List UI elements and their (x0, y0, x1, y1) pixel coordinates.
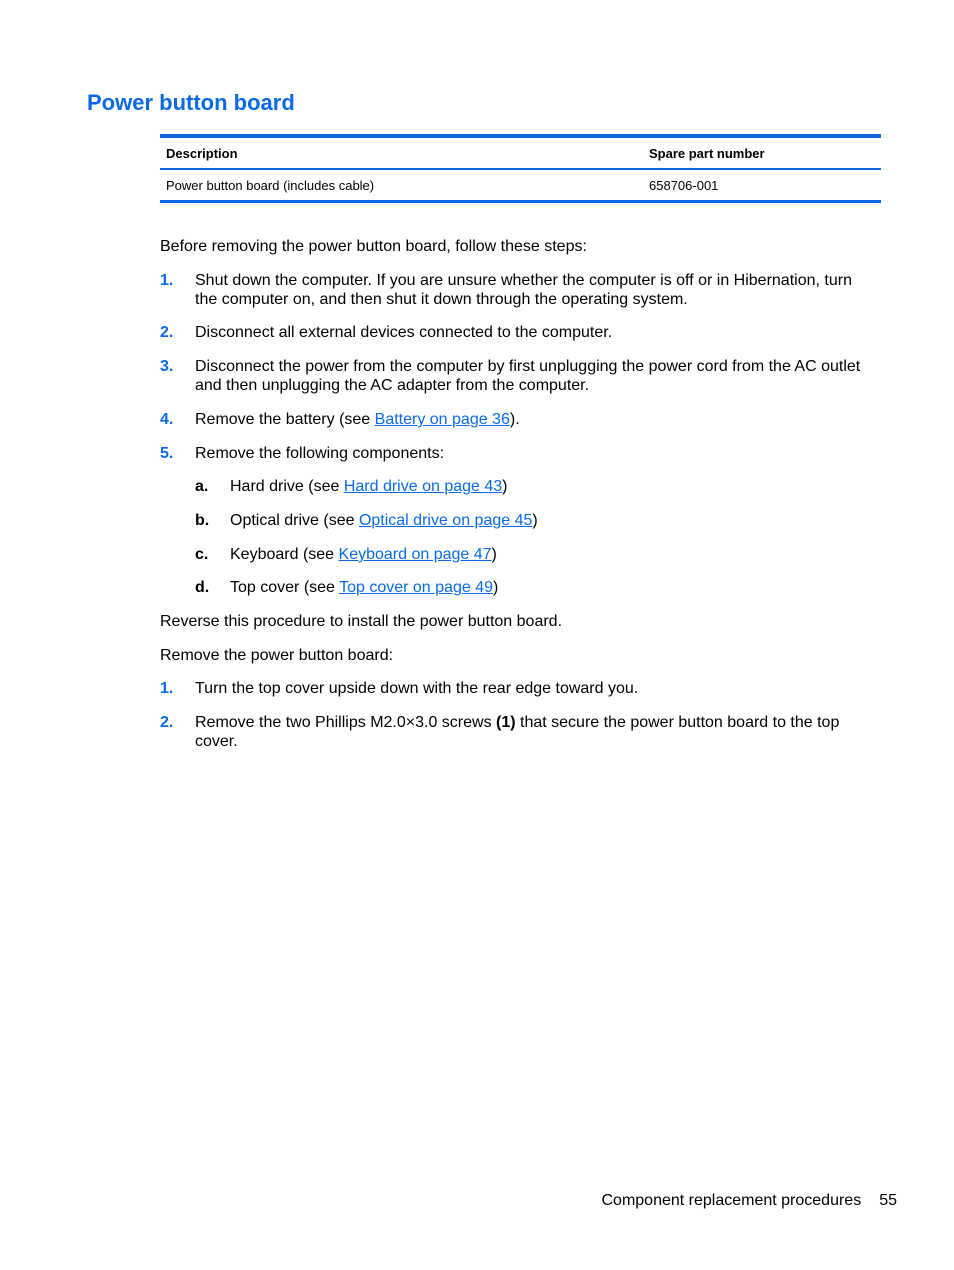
remove-intro: Remove the power button board: (160, 647, 394, 664)
component-item-hard-drive (195, 477, 507, 496)
reverse-note: Reverse this procedure to install the power button board. (160, 613, 563, 630)
item-text-after: ) (532, 512, 538, 529)
table-header-row (160, 138, 881, 170)
item-text-after: ) (491, 546, 497, 563)
item-letter: b. (195, 512, 210, 529)
column-header-description: Description (166, 145, 238, 161)
page-footer (602, 1192, 898, 1210)
top-cover-link[interactable]: Top cover on page 49 (339, 579, 493, 596)
step-text-before: Remove the two Phillips M2.0×3.0 screws (195, 714, 497, 731)
optical-drive-link[interactable]: Optical drive on page 45 (358, 512, 533, 529)
component-item-top-cover (195, 578, 498, 597)
item-text-before: Top cover (see (230, 579, 340, 596)
prep-step-1 (160, 271, 870, 309)
step-text (195, 713, 870, 751)
cell-description: Power button board (includes cable) (166, 177, 375, 193)
remove-step-1 (160, 679, 870, 698)
cell-spare-part-number: 658706-001 (649, 177, 719, 193)
step-number: 5. (160, 445, 174, 462)
step-number: 2. (160, 324, 174, 341)
item-text-after: ) (492, 579, 499, 596)
step-text: Shut down the computer. If you are unsure whether the computer is off or in Hibernation, turn the computer on, and then shut it down through the operating system. (195, 272, 852, 308)
column-header-spare-part-number: Spare part number (649, 145, 765, 161)
component-item-keyboard (195, 545, 497, 564)
step-number: 3. (160, 358, 174, 375)
battery-link[interactable]: Battery on page 36 (374, 411, 510, 428)
item-text-before: Optical drive (see (230, 512, 359, 529)
callout-number: (1) (496, 714, 516, 731)
item-letter: c. (195, 546, 209, 563)
item-letter: a. (195, 478, 209, 495)
step-text: Disconnect all external devices connected to the computer. (195, 324, 613, 341)
step-text: Remove the following components: (195, 445, 445, 462)
item-letter: d. (195, 579, 210, 596)
step-text-after: ). (509, 411, 520, 428)
step-text: Turn the top cover upside down with the rear edge toward you. (195, 680, 639, 697)
prep-step-3 (160, 357, 870, 395)
spare-parts-table (160, 134, 881, 203)
table-row (160, 170, 881, 200)
step-number: 4. (160, 411, 174, 428)
step-text: Disconnect the power from the computer by first unplugging the power cord from the AC outlet and then unplugging the AC adapter from the computer. (195, 358, 861, 394)
step-text-before: Remove the battery (see (195, 411, 375, 428)
item-text-after: ) (502, 478, 508, 495)
item-text-before: Keyboard (see (230, 546, 339, 563)
remove-step-2 (160, 713, 870, 751)
step-number: 2. (160, 714, 174, 731)
intro-text: Before removing the power button board, follow these steps: (160, 238, 587, 255)
keyboard-link[interactable]: Keyboard on page 47 (338, 546, 492, 563)
page-title: Power button board (87, 90, 295, 115)
prep-step-4 (160, 410, 870, 429)
component-item-optical-drive (195, 511, 538, 530)
step-text-after: that secure the power button board to the top cover. (195, 714, 840, 750)
hard-drive-link[interactable]: Hard drive on page 43 (343, 478, 503, 495)
step-text (195, 410, 870, 429)
item-text-before: Hard drive (see (230, 478, 344, 495)
footer-section-title: Component replacement procedures (601, 1192, 862, 1209)
page-number: 55 (879, 1192, 897, 1209)
prep-step-2 (160, 323, 870, 342)
step-number: 1. (160, 272, 174, 289)
step-number: 1. (160, 680, 174, 697)
prep-step-5 (160, 444, 870, 463)
